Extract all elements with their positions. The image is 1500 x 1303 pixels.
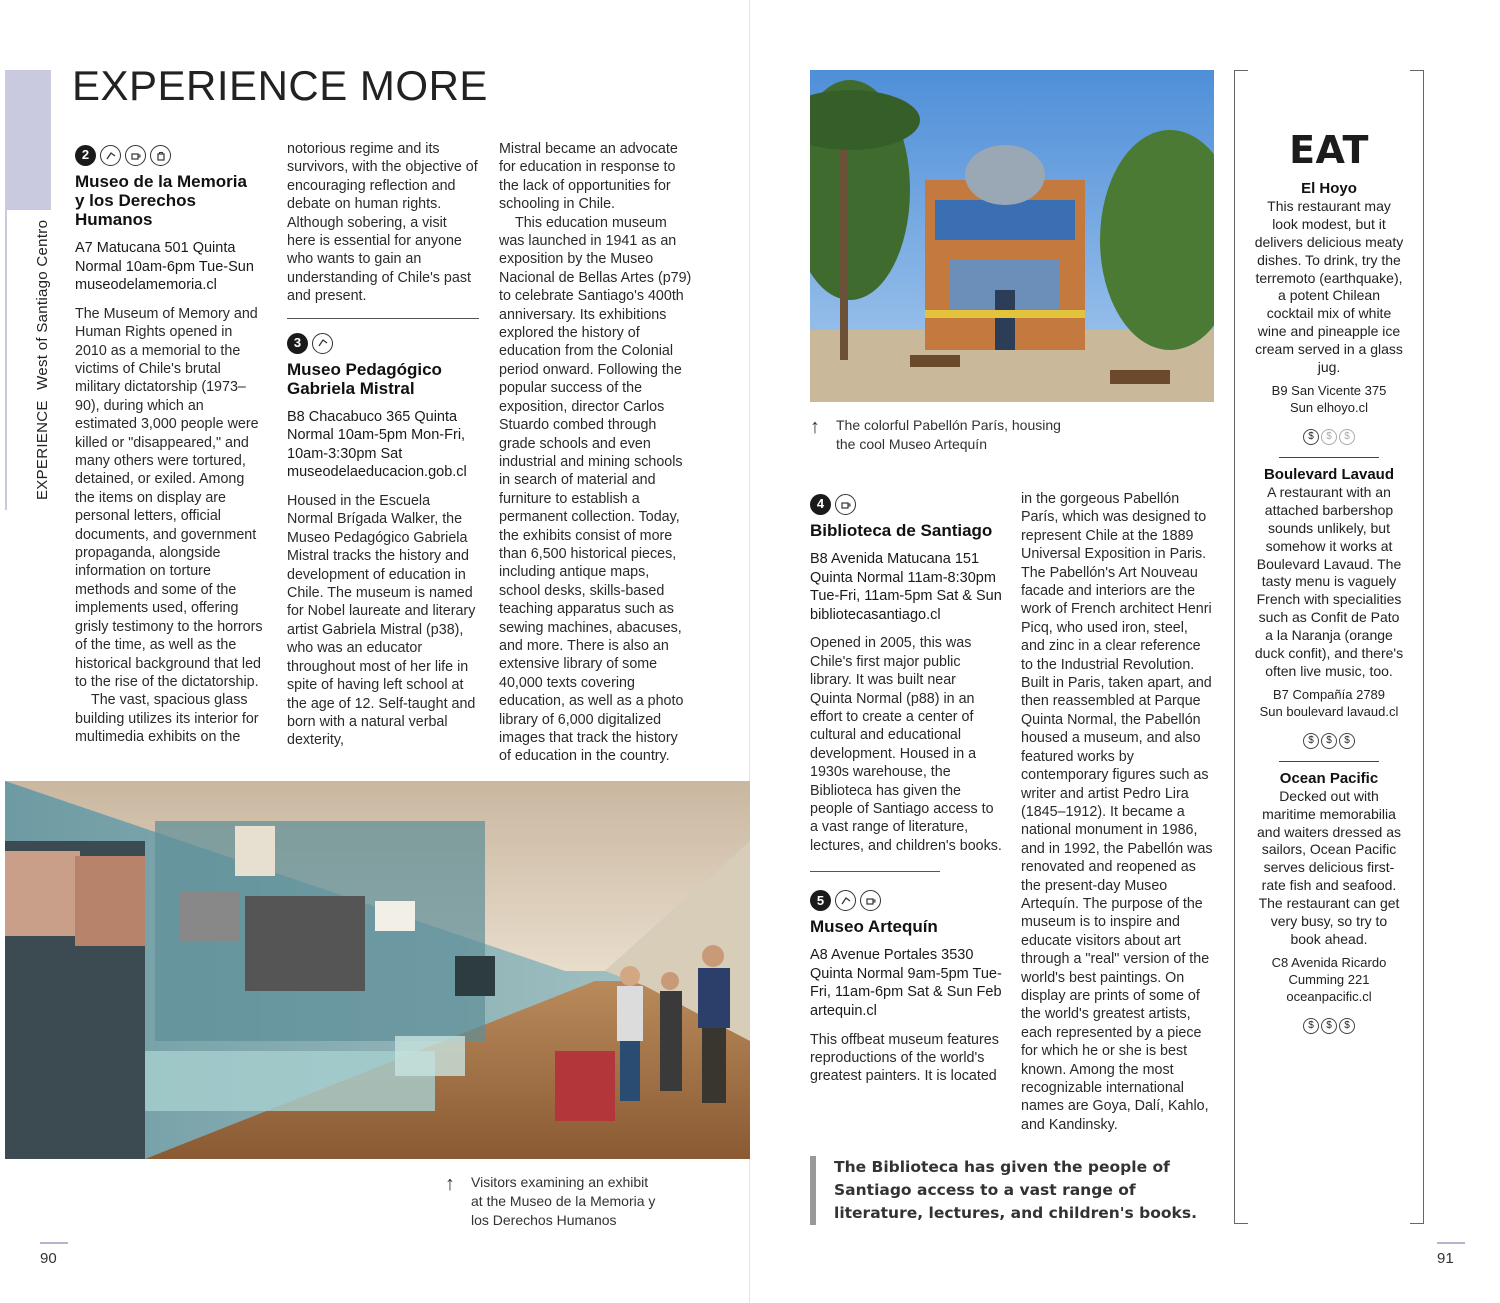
eat-item-description: This restaurant may look modest, but it delivers delicious meaty dishes. To drink, try the terremoto (earthquake), a potent Chilean cocktail mix of white wine and pineapple ice cream served in a glass jug. [1254, 197, 1404, 376]
entry-number: 4 [810, 494, 831, 515]
eat-item [1254, 180, 1404, 458]
entry-3-title [287, 360, 479, 398]
entry-number: 3 [287, 333, 308, 354]
side-label-part1: EXPERIENCE [34, 400, 51, 500]
shop-icon [150, 145, 171, 166]
price-symbol-icon: $ [1303, 429, 1319, 445]
eat-item-info [1254, 954, 1404, 1005]
page-number-bar [1437, 1242, 1465, 1244]
entry-4-title: Biblioteca de Santiago [810, 521, 993, 540]
entry-2-title-line1: Museo de la Memoria [75, 172, 247, 191]
entry-2-body-3: notorious regime and its survivors, with the objective of encouraging reflection and debate on human rights. Although sobering, a visit here is essential for anyone who wants to gain an understanding of Chile's past and present. [287, 141, 478, 305]
cafe-icon [125, 145, 146, 166]
column-4 [810, 494, 1002, 1086]
side-label-part2: West of Santiago Centro [34, 219, 51, 390]
hands-icon [835, 890, 856, 911]
entry-2-body-2: The vast, spacious glass building utilizes its interior for multimedia exhibits on the [75, 692, 259, 746]
caption-pabellon-paris [810, 416, 1110, 454]
eat-item-info-line1: C8 Avenida Ricardo Cumming 221 [1271, 954, 1387, 987]
section-title: EXPERIENCE MORE [72, 62, 488, 109]
entry-number: 5 [810, 890, 831, 911]
eat-item-info-line2: Sun elhoyo.cl [1289, 399, 1369, 415]
entry-4-info: B8 Avenida Matucana 151 Quinta Normal 11am-8:30pm Tue-Fri, 11am-5pm Sat & Sun bibliotecasantiago.cl [810, 551, 1002, 623]
price-rating [1254, 1015, 1404, 1034]
chapter-tab [5, 70, 51, 210]
photo-pabellon-paris [810, 70, 1214, 402]
eat-item-name: Ocean Pacific [1279, 769, 1379, 787]
price-symbol-icon: $ [1339, 733, 1355, 749]
eat-item-info [1254, 686, 1404, 720]
price-symbol-icon: $ [1339, 429, 1355, 445]
pull-quote: The Biblioteca has given the people of Santiago access to a vast range of literature, lectures, and children's books. [810, 1156, 1210, 1225]
eat-item-name: Boulevard Lavaud [1263, 465, 1395, 483]
caption-line: los Derechos Humanos [471, 1212, 617, 1228]
eat-list [1234, 180, 1424, 1034]
eat-divider [1279, 457, 1379, 458]
price-symbol-icon: $ [1303, 1018, 1319, 1034]
eat-item-info [1254, 382, 1404, 416]
eat-item-info-line1: B9 San Vicente 375 [1271, 382, 1387, 398]
eat-item-info-line2: Sun boulevard lavaud.cl [1259, 703, 1399, 719]
photo-museo-memoria-interior [5, 781, 750, 1159]
column-5 [1021, 490, 1215, 1134]
entry-5-title: Museo Artequín [810, 917, 938, 937]
chapter-side-label [34, 220, 51, 500]
entry-5-header [810, 890, 1002, 911]
eat-divider [1279, 761, 1379, 762]
entry-3-title-line2: Gabriela Mistral [287, 378, 415, 398]
entry-3-title-line1: Museo Pedagógico [287, 359, 442, 379]
entry-2-body-1: The Museum of Memory and Human Rights opened in 2010 as a memorial to the victims of Chile's brutal military dictatorship (1973–90), during which an estimated 3,000 people were killed or "disappeared," and many others were tortured, detained, or exiled. Among the items on display are personal letters, official documents, and government propaganda, alongside information on torture methods and some of the implements used, offering grisly testimony to the horrors of the time, as well as the historical background that led to the rise of the dictatorship. [75, 305, 263, 690]
caption-line: The colorful Pabellón París, housing [836, 417, 1061, 433]
eat-title: EAT [1289, 128, 1369, 172]
entry-2-info: A7 Matucana 501 Quinta Normal 10am-6pm Tue-Sun museodelamemoria.cl [75, 240, 254, 294]
sidebar-bracket-left [1234, 70, 1248, 1224]
entry-2-title [75, 172, 267, 229]
entry-3-body-2: Mistral became an advocate for education in response to the lack of opportunities for schooling in Chile. [499, 141, 678, 213]
price-symbol-icon: $ [1321, 733, 1337, 749]
eat-item-description: Decked out with maritime memorabilia and waiters dressed as sailors, Ocean Pacific serves delicious first-rate fish and seafood. The restaurant can get very busy, so try to book ahead. [1257, 787, 1401, 947]
column-1 [75, 145, 267, 747]
entry-3-body-3: This education museum was launched in 1941 as an exposition by the Museo Nacional de Bellas Artes (p79) to celebrate Santiago's 400th anniversary. Its exhibitions explored the history of education from the Colonial period onward. Following the popular success of the exposition, director Carlos Stuardo combed through grade schools and even industrial and mining schools in search of material and furniture to establish a permanent collection. Today, the exhibits consist of more than 6,500 historical pieces, including antique maps, school desks, skills-based teaching apparatus such as sewing machines, abacuses, and more. There is also an extensive library of some 40,000 texts covering education, as well as a photo library of 6,000 digitalized images that track the history of education in the country. [499, 214, 692, 765]
page-number-bar [40, 1242, 68, 1244]
chapter-tab-line [5, 210, 7, 510]
price-rating [1254, 426, 1404, 445]
caption-line: at the Museo de la Memoria y [471, 1193, 656, 1209]
column-3 [499, 140, 693, 766]
eat-sidebar [1234, 70, 1424, 1224]
entry-number: 2 [75, 145, 96, 166]
entry-4-header [810, 494, 1002, 515]
caption-museo-memoria [445, 1173, 675, 1230]
eat-item-info-line2: oceanpacific.cl [1286, 988, 1372, 1004]
entry-5-info: A8 Avenue Portales 3530 Quinta Normal 9am-5pm Tue-Fri, 11am-6pm Sat & Sun Feb artequin.cl [810, 947, 1002, 1020]
eat-item-name: El Hoyo [1301, 180, 1357, 197]
price-symbol-icon: $ [1303, 733, 1319, 749]
entry-divider [287, 318, 479, 319]
entry-3-info: B8 Chacabuco 365 Quinta Normal 10am-5pm Mon-Fri, 10am-3:30pm Sat museodelaeducacion.gob.cl [287, 408, 467, 481]
entry-2-header [75, 145, 267, 166]
price-symbol-icon: $ [1339, 1018, 1355, 1034]
page-number-text: 91 [1437, 1250, 1454, 1267]
caption-line: the cool Museo Artequín [836, 436, 987, 452]
hands-icon [312, 333, 333, 354]
arrow-up-icon: ↑ [445, 1173, 455, 1195]
cafe-icon [860, 890, 881, 911]
hands-icon [100, 145, 121, 166]
page-number-text: 90 [40, 1250, 57, 1267]
entry-4-body-1: Opened in 2005, this was Chile's first major public library. It was built near Quinta Normal (p88) in an effort to create a center of cultural and educational development. Housed in a 1930s warehouse, the Biblioteca has given the people of Santiago access to a vast range of literature, lectures, and children's books. [810, 635, 1002, 854]
price-symbol-icon: $ [1321, 429, 1337, 445]
entry-divider [810, 871, 940, 872]
caption-line: Visitors examining an exhibit [471, 1174, 649, 1190]
eat-item-info-line1: B7 Compañía 2789 [1272, 686, 1386, 702]
price-symbol-icon: $ [1321, 1018, 1337, 1034]
sidebar-bracket-right [1410, 70, 1424, 1224]
page-number-left [40, 1250, 57, 1267]
eat-item-description: A restaurant with an attached barbershop sounds unlikely, but somehow it works at Boulevard Lavaud. The tasty menu is vaguely French with specialities such as Confit de Pato a la Naranja (orange duck confit), and there's often live music, too. [1254, 483, 1404, 679]
entry-2-title-line3: Humanos [75, 210, 153, 229]
entry-3-header [287, 333, 479, 354]
entry-5-body-1: This offbeat museum features reproductions of the world's greatest painters. It is located [810, 1031, 999, 1085]
entry-2-title-line2: y los Derechos [75, 191, 196, 210]
eat-item [1254, 770, 1404, 1034]
column-2 [287, 140, 479, 750]
price-rating [1254, 730, 1404, 749]
eat-item [1254, 466, 1404, 762]
entry-3-body-1: Housed in the Escuela Normal Brígada Walker, the Museo Pedagógico Gabriela Mistral tracks the history and development of education in Chile. The museum is named for Nobel laureate and literary artist Gabriela Mistral (p38), who was an educator throughout most of her life in spite of having left school at the age of 12. Self-taught and born with a natural verbal dexterity, [287, 493, 476, 749]
entry-5-body-2: in the gorgeous Pabellón París, which was designed to represent Chile at the 1889 Universal Exposition in Paris. The Pabellón's Art Nouveau facade and interiors are the work of French architect Henri Picq, who used iron, steel, and zinc in a clear reference to the Industrial Revolution. Built in Paris, taken apart, and then reassembled at Parque Quinta Normal, the Pabellón housed a museum, and also featured works by contemporary figures such as writer and artist Pedro Lira (1845–1912). It became a national monument in 1986, and in 1992, the Pabellón was renovated and reopened as the present-day Museo Artequín. The purpose of the museum is to inspire and educate visitors about art through a "real" version of the world's best paintings. On display are prints of some of the world's greatest artists, each represented by a piece for which he or she is best known. Among the most recognizable international names are Goya, Dalí, Kahlo, and Kandinsky. [1021, 491, 1213, 1133]
page-number-right [1437, 1250, 1454, 1267]
cafe-icon [835, 494, 856, 515]
arrow-up-icon: ↑ [810, 416, 820, 438]
